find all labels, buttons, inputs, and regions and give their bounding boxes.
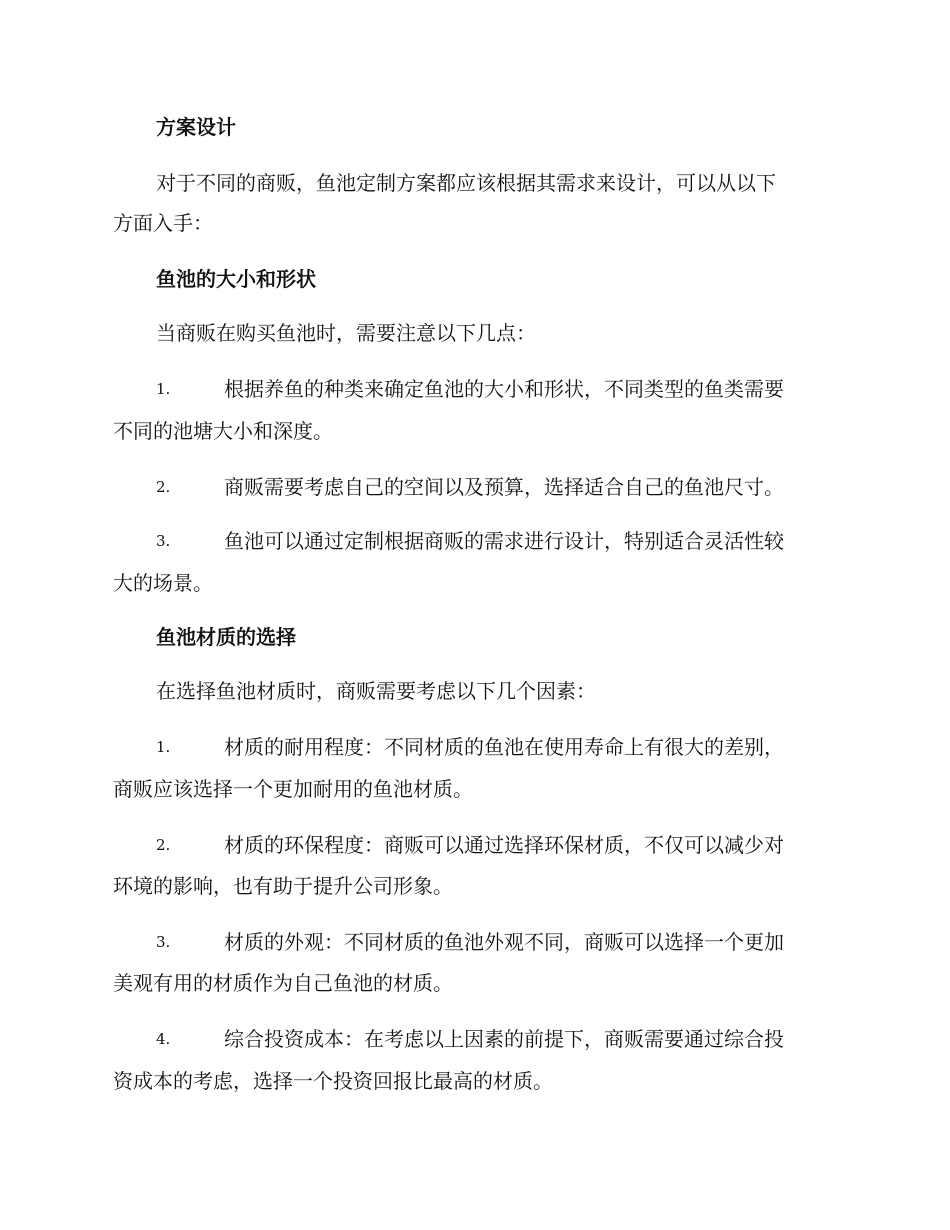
paragraph-line: 方面入手： — [113, 211, 213, 235]
paragraph-line: 对于不同的商贩，鱼池定制方案都应该根据其需求来设计，可以从以下 — [156, 171, 776, 195]
list-item-line: 美观有用的材质作为自己鱼池的材质。 — [113, 971, 453, 995]
list-item-line: 综合投资成本：在考虑以上因素的前提下，商贩需要通过综合投 — [224, 1027, 784, 1051]
section-heading: 方案设计 — [156, 115, 236, 139]
list-item-line: 商贩应该选择一个更加耐用的鱼池材质。 — [113, 777, 473, 801]
list-item-line: 不同的池塘大小和深度。 — [113, 419, 333, 443]
list-item-line: 商贩需要考虑自己的空间以及预算，选择适合自己的鱼池尺寸。 — [224, 475, 784, 499]
section-heading: 鱼池材质的选择 — [156, 625, 296, 649]
list-number: 2. — [156, 836, 171, 854]
list-item-line: 材质的耐用程度：不同材质的鱼池在使用寿命上有很大的差别， — [224, 735, 784, 759]
list-number: 1. — [156, 738, 171, 756]
list-number: 2. — [156, 478, 171, 496]
list-item-line: 材质的环保程度：商贩可以通过选择环保材质，不仅可以减少对 — [224, 833, 784, 857]
list-item-line: 大的场景。 — [113, 571, 213, 595]
section-heading: 鱼池的大小和形状 — [156, 267, 316, 291]
list-item-line: 根据养鱼的种类来确定鱼池的大小和形状，不同类型的鱼类需要 — [224, 377, 784, 401]
list-item-line: 鱼池可以通过定制根据商贩的需求进行设计，特别适合灵活性较 — [224, 529, 784, 553]
list-item-line: 资成本的考虑，选择一个投资回报比最高的材质。 — [113, 1069, 553, 1093]
list-item-line: 环境的影响，也有助于提升公司形象。 — [113, 874, 453, 898]
paragraph-line: 当商贩在购买鱼池时，需要注意以下几点： — [156, 321, 536, 345]
list-number: 3. — [156, 532, 171, 550]
paragraph-line: 在选择鱼池材质时，商贩需要考虑以下几个因素： — [156, 679, 596, 703]
list-number: 4. — [156, 1030, 171, 1048]
list-number: 1. — [156, 380, 171, 398]
list-number: 3. — [156, 933, 171, 951]
list-item-line: 材质的外观：不同材质的鱼池外观不同，商贩可以选择一个更加 — [224, 930, 784, 954]
